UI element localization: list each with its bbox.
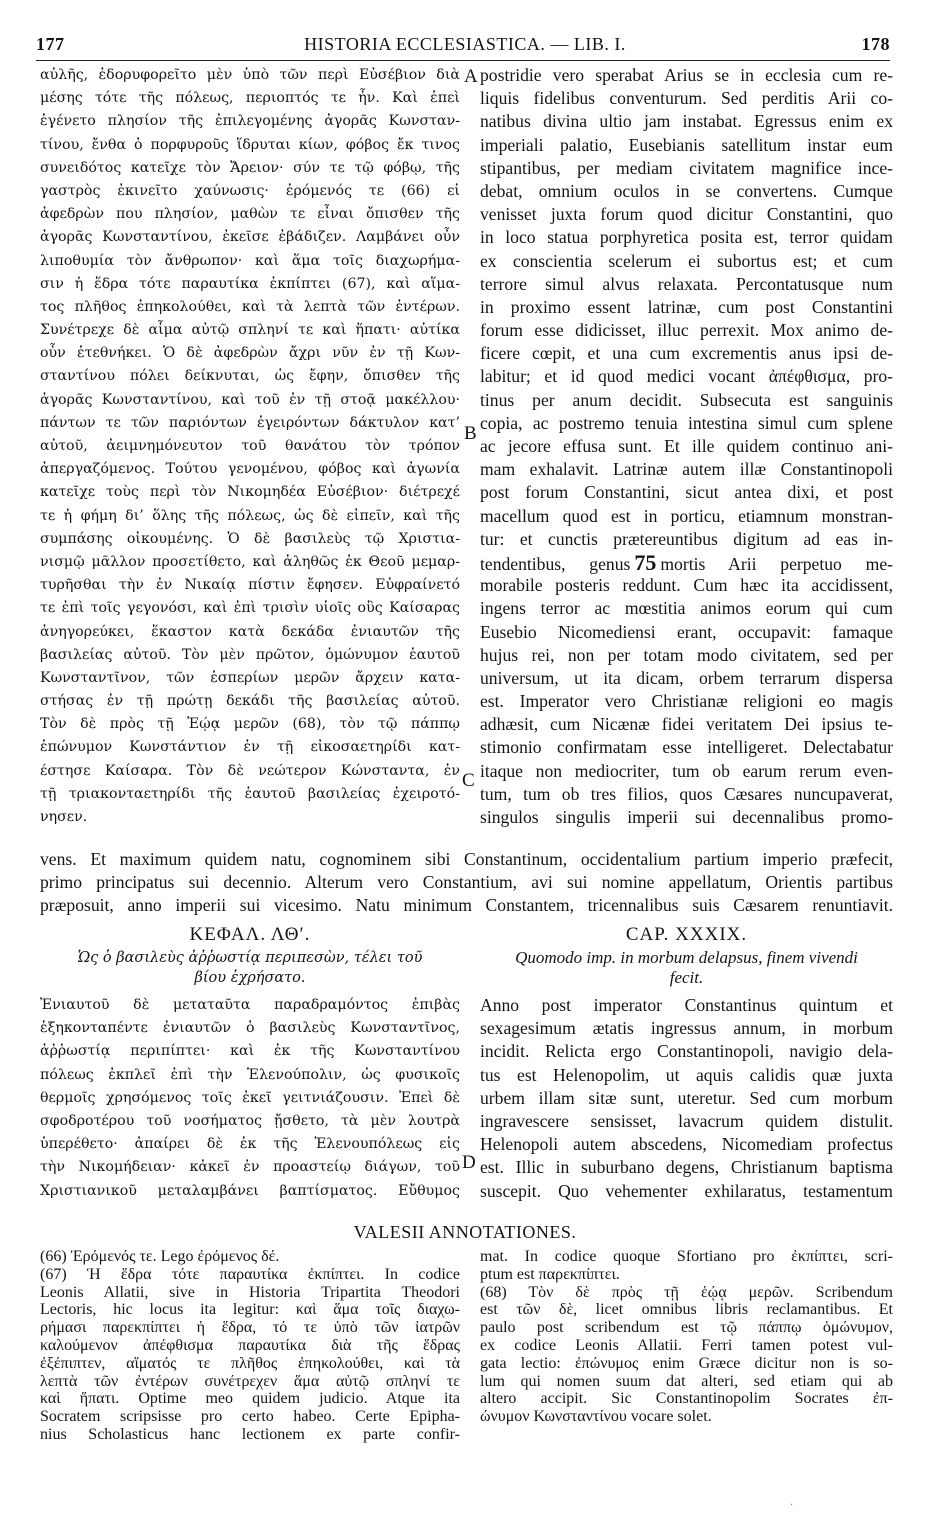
text-line: itaque non mediocriter, tum ob earum rerum even- xyxy=(480,760,893,781)
text-line: vens. Et maximum quidem natu, cognominem sibi Constantinum, occidentalium partium imperio præfecit, xyxy=(40,849,893,869)
latin-full-width-text xyxy=(40,848,893,918)
text-line: κατεῖχε τοὺς περὶ τὸν Νικομηδέα Εὐσέβιον· διέτρεχέ xyxy=(40,484,460,501)
margin-letter-d: D xyxy=(462,1152,476,1173)
text-line: tinus per anum decidit. Subsecuta est sanguinis xyxy=(480,389,893,410)
text-line: τὴν Νικομήδειαν· κἀκεῖ ἐν προαστείῳ διάγων, τοῦ xyxy=(40,1159,460,1176)
text-line: hujus rei, non per totam modo civitatem, sed per xyxy=(480,644,893,665)
latin-chapter-text xyxy=(480,994,893,1203)
text-line: Κωνσταντῖνον, τῶν ἑσπερίων μερῶν ἄρχειν κατα- xyxy=(40,669,460,686)
text-line: copia, ac postremo tenuia intestina simul cum splene xyxy=(480,412,893,433)
text-line: imperiali palatio, Eusebianis satellitum instar eum xyxy=(480,134,893,155)
text-line: forum esse didicisset, illuc perrexit. Mox animo de- xyxy=(480,320,893,341)
column-number: 75 xyxy=(634,550,657,575)
text-line: νησεν. xyxy=(40,809,88,825)
text-line: τος πλῆθος ἐπηκολούθει, καὶ τὰ λεπτὰ τῶν ἐντέρων. xyxy=(40,298,460,315)
text-line: ἀφεδρὼν που πλησίον, μαθὼν τε εἶναι ὄπισθεν τῆς xyxy=(40,206,460,223)
annotation-line: (68) Τὸν δὲ πρὸς τῇ ἑῴᾳ μερῶν. Scribendum xyxy=(480,1283,893,1301)
annotation-line: Socratem scripsisse pro certo habeo. Certe Epipha- xyxy=(40,1408,460,1426)
text-line: ficere cœpit, et una cum excrementis anus ipsi de- xyxy=(480,343,893,364)
text-line: τῇ τριακονταετηρίδι τῆς ἑαυτοῦ βασιλείας ἐχειροτό- xyxy=(40,785,460,802)
text-line: ac jecore effusa sunt. Et ille quidem continuo ani- xyxy=(480,436,893,456)
annotation-line: paulo post scribendum est τῷ πάππῳ ὁμώνυμον, xyxy=(480,1319,893,1337)
text-line: incidit. Relicta ergo Constantinopoli, navigio dela- xyxy=(480,1041,893,1062)
text-line: συνειδότος κατεῖχε τὸν Ἄρειον· σύν τε τῷ φόβῳ, τῆς xyxy=(40,159,460,176)
latin-chapter-subtitle-2: fecit. xyxy=(669,968,704,987)
annotations-right-column xyxy=(480,1248,893,1426)
text-segment: tendentibus, genus xyxy=(480,553,631,574)
greek-chapter-subtitle-1: Ὡς ὁ βασιλεὺς ἀῤῥωστίᾳ περιπεσὼν, τέλει τοῦ xyxy=(77,950,423,966)
text-line: præposuit, anno imperii sui vicesimo. Natu minimum Constantem, tricennalibus suis Cæsarem renuntiavit. xyxy=(40,895,893,916)
text-line: natibus divina ultio jam instabat. Egressus enim ex xyxy=(480,111,893,132)
running-header xyxy=(0,34,930,56)
text-line: postridie vero sperabat Arius se in ecclesia cum re- xyxy=(480,65,893,85)
text-line: ἑξηκονταπέντε ἐνιαυτῶν ὁ βασιλεὺς Κωνσταντῖνος, xyxy=(40,1020,460,1037)
text-line: tum, tum ob tres filios, quos Cæsares nuncupaverat, xyxy=(480,783,893,804)
text-line: suscepit. Quo vehementer exhilaratus, testamentum xyxy=(480,1180,893,1201)
annotation-line: (67) Ἡ ἕδρα τότε παραυτίκα ἐκπίπτει. In codice xyxy=(40,1265,460,1283)
annotation-line: gata lectio: ἐπώνυμος enim Græce dicitur non is so- xyxy=(480,1354,893,1372)
text-line: Συνέτρεχε δὲ αἷμα αὐτῷ σπληνί τε καὶ ἥπατι· αὐτίκα xyxy=(40,322,460,339)
latin-chapter-subtitle-1: Quomodo imp. in morbum delapsus, finem vivendi xyxy=(515,948,858,967)
text-line: γαστρὸς ἐκινεῖτο χαύνωσις· ἐρόμενός τε (66) εἰ xyxy=(40,182,460,199)
text-line: μέσης τότε τῆς πόλεως, περιοπτός τε ἦν. Καὶ ἐπεὶ xyxy=(40,90,460,107)
text-line: tur: et cunctis prætereuntibus digitum ad eas in- xyxy=(480,528,893,549)
text-line: σφοδροτέρου τοῦ νοσήματος ᾔσθετο, τὰ μὲν λουτρὰ xyxy=(40,1112,460,1129)
text-line: est. Imperator vero Christianæ religioni eo magis xyxy=(480,691,893,712)
text-line: συμπάσης οἰκουμένης. Ὁ δὲ βασιλεὺς τῷ Χριστια- xyxy=(40,530,460,547)
text-line: έστησε Καίσαρα. Τὸν δὲ νεώτερον Κώνσταντα, ἐν xyxy=(40,762,460,779)
text-line: morabile posteris reddunt. Cum hæc ita accidissent, xyxy=(480,575,893,596)
annotation-line: est τῶν δὲ, licet omnibus libris reclamantibus. Et xyxy=(480,1301,893,1319)
text-line: ἀγορᾶς Κωνσταντίνου, ἐκεῖσε ἐβάδιζεν. Λαμβάνει οὖν xyxy=(40,229,460,246)
text-line: macellum quod est in porticu, etiamnum monstran- xyxy=(480,505,893,526)
text-line: τε ἐπὶ τοῖς γεγονόσι, καὶ ἐπὶ τρισὶν υἱοῖς οὓς Καίσαρας xyxy=(40,600,460,617)
annotation-line: ptum est παρεκπίπτει. xyxy=(480,1265,620,1283)
text-line: οὖν ἐτεθνήκει. Ὁ δὲ ἀφεδρὼν ἄχρι νῦν ἐν τῇ Κων- xyxy=(40,345,460,362)
text-line: ingravescere sensisset, lavacrum quidem distulit. xyxy=(480,1110,893,1131)
annotation-line: Leonis Allatii, sive in Historia Tripartita Theodori xyxy=(40,1283,460,1301)
text-line: urbem illam sitæ sunt, uteretur. Sed cum morbum xyxy=(480,1087,893,1108)
annotation-line: λεπτὰ τῶν ἐντέρων συνέτρεχεν ἅμα αὐτῷ σπληνί τε xyxy=(40,1372,460,1390)
text-line: ἐπώνυμον Κωνστάντιον ἐν τῇ εἰκοσαετηρίδι κατ- xyxy=(40,739,460,756)
text-line: stipantibus, per mediam civitatem magnifice ince- xyxy=(480,157,893,178)
text-line xyxy=(480,551,893,574)
text-line: sexagesimum ætatis ingressus annum, in morbum xyxy=(480,1018,893,1039)
margin-letter-c: C xyxy=(462,770,475,791)
text-line: ingens terror ac mœstitia animos eorum qui cum xyxy=(480,598,893,619)
text-line: in proximo essent latrinæ, cum post Constantini xyxy=(480,296,893,317)
margin-letter-b: B xyxy=(464,423,477,444)
text-line: ὑπερέθετο· ἀπαίρει δὲ ἐκ τῆς Ἑλενουπόλεως εἰς xyxy=(40,1136,460,1153)
text-line: ἀγορᾶς Κωνσταντίνου, καὶ τοῦ ἐν τῇ στοᾷ μακέλλου· xyxy=(40,391,460,408)
latin-text-column xyxy=(480,64,893,829)
greek-chapter-text xyxy=(40,994,460,1203)
text-line: adhæsit, cum Nicænæ fidei veritatem Dei ipsius te- xyxy=(480,714,893,735)
annotation-line: nius Scholasticus hanc lectionem ex parte confir- xyxy=(40,1425,460,1443)
annotation-line: καλούμενον ἀπέφθισμα παραυτίκα διὰ τῆς ἕδρας xyxy=(40,1336,460,1354)
page-number-right: 178 xyxy=(861,34,890,54)
greek-text-column xyxy=(40,64,460,829)
text-line: debat, omnium oculos in se convertens. Cumque xyxy=(480,180,893,201)
text-line: σιν ἡ ἕδρα τότε παραυτίκα ἐκπίπτει (67), καὶ αἵμα- xyxy=(40,275,460,292)
text-line: λιποθυμία τὸν ἄνθρωπον· καὶ ἅμα τοῖς διαχωρήμα- xyxy=(40,252,460,269)
text-line: πόλεως ἐκπλεῖ ἐπὶ τὴν Ἑλενούπολιν, ὡς φυσικοῖς xyxy=(40,1066,460,1083)
text-line: Helenopoli autem abscedens, Nicomediam profectus xyxy=(480,1134,893,1155)
text-line: αὐλῆς, ἐδορυφορεῖτο μὲν ὑπὸ τῶν περὶ Εὐσέβιον διὰ xyxy=(40,67,460,83)
annotations-left-column xyxy=(40,1248,460,1444)
text-line: liquis fidelibus conventurum. Sed perditis Arii co- xyxy=(480,88,893,109)
annotation-line: lum qui nomen suum dat alteri, sed etiam qui ab xyxy=(480,1372,893,1390)
text-line: στήσας ἐν τῇ πρώτῃ δεκάδι τῆς βασιλείας αὐτοῦ. xyxy=(40,693,460,710)
page-number-left: 177 xyxy=(36,34,65,54)
text-line: Τὸν δὲ πρὸς τῇ Ἑῴᾳ μερῶν (68), τὸν τῷ πάππῳ xyxy=(40,716,460,733)
text-line: σταντίνου πόλει δείκνυται, ὡς ἔφην, ὄπισθεν τῆς xyxy=(40,368,460,385)
text-line: ἀπεργαζόμενος. Τούτου γενομένου, φόβος καὶ ἀγωνία xyxy=(40,461,460,478)
text-line: πάντων τε τῶν παριόντων ἐγειρόντων δάκτυλον κατ’ xyxy=(40,414,460,431)
text-line: ἀνηγορεύκει, ἕκαστον κατὰ δεκάδα ἐνιαυτῶν τῆς xyxy=(40,623,460,640)
text-line: ex conscientia scelerum ei subortus est; et cum xyxy=(480,250,893,271)
print-speck: · xyxy=(790,1500,794,1511)
annotations-title: VALESII ANNOTATIONES. xyxy=(353,1222,577,1242)
text-segment: mortis Arii perpetuo me- xyxy=(660,553,893,574)
text-line: τυρῆσθαι τὴν ἐν Νικαίᾳ πίστιν ἔφησεν. Εὐφραίνετό xyxy=(40,577,460,594)
annotation-line: ex codice Leonis Allatii. Ferri tamen potest vul- xyxy=(480,1336,893,1354)
greek-chapter-subtitle-2: βίου ἐχρήσατο. xyxy=(194,970,306,986)
annotation-line: ἐξέπιπτεν, αἵματός τε πλῆθος ἐπηκολούθει, καὶ τὰ xyxy=(40,1354,460,1372)
text-line: Eusebio Nicomediensi erant, occupavit: famaque xyxy=(480,621,893,642)
annotation-line: Lectoris, hic locus ita legitur: καὶ ἅμα τοῖς διαχω- xyxy=(40,1301,460,1319)
text-line: αὐτοῦ, ἀειμνημόνευτον τοῦ θανάτου τὸν τρόπον xyxy=(40,438,460,454)
annotation-line: (66) Ἐρόμενός τε. Lego ἐρόμενος δέ. xyxy=(40,1248,280,1265)
text-line: primo principatus sui decennio. Alterum vero Constantium, avi sui nomine appellatum, Orientis partibus xyxy=(40,872,893,893)
text-line: stimonio confirmatam esse intelligeret. Delectabatur xyxy=(480,737,893,758)
text-line: ἐγένετο πλησίον τῆς ἐπιλεγομένης ἀγορᾶς Κωνσταν- xyxy=(40,113,460,130)
text-line: venisset juxta forum quod dicitur Constantini, quo xyxy=(480,204,893,225)
text-line: est. Illic in suburbano degens, Christianum baptisma xyxy=(480,1157,893,1178)
header-rule xyxy=(36,60,890,61)
annotation-line: καὶ ἥπατι. Optime meo quidem judicio. Atque ita xyxy=(40,1390,460,1408)
text-line: νισμῷ μᾶλλον προσετίθετο, καὶ ἀληθῶς ἐκ Θεοῦ μεμαρ- xyxy=(40,553,460,570)
greek-chapter-heading: ΚΕΦΑΛ. ΛΘʹ. xyxy=(189,924,311,945)
text-line: post forum Constantini, sicut antea dixi, et post xyxy=(480,482,893,503)
annotation-line: ρήμασι παρεκπίπτει ἡ ἕδρα, τό τε ὑπὸ τῶν ἰατρῶν xyxy=(40,1319,460,1337)
text-line: mam exhalavit. Latrinæ autem illæ Constantinopoli xyxy=(480,459,893,480)
latin-chapter-heading: CAP. XXXIX. xyxy=(625,924,748,945)
text-line: singulos singulis imperii sui decennalibus promo- xyxy=(480,807,893,827)
text-line: βασιλείας αὐτοῦ. Τὸν μὲν πρῶτον, ὁμώνυμον ἑαυτοῦ xyxy=(40,646,460,663)
text-line: labitur; et id quod medici vocant ἀπέφθισμα, pro- xyxy=(480,366,893,387)
text-line: τε ἡ φήμη δι’ ὅλης τῆς πόλεως, ὡς δὲ εἰπεῖν, καὶ τῆς xyxy=(40,507,460,524)
running-title: HISTORIA ECCLESIASTICA. — LIB. I. xyxy=(304,34,626,54)
annotation-line: ώνυμον Κωνσταντίνου vocare solet. xyxy=(480,1408,712,1426)
text-line: in loco statua porphyretica posita est, terror quidam xyxy=(480,227,893,248)
text-line: terrore simul alvus relaxata. Percontatusque num xyxy=(480,273,893,294)
text-line: tus est Helenopolim, ut aquis calidis quæ juxta xyxy=(480,1064,893,1085)
text-line: Ἐνιαυτοῦ δὲ μεταταῦτα παραδραμόντος ἐπιβὰς xyxy=(40,997,460,1013)
margin-letter-a: A xyxy=(464,66,478,87)
text-line: ἀῤῥωστίᾳ περιπίπτει· καὶ ἐκ τῆς Κωνσταντίνου xyxy=(40,1043,460,1060)
text-line: τίνου, ἔνθα ὁ πορφυροῦς ἵδρυται κίων, φόβος ἔκ τινος xyxy=(40,136,460,153)
text-line: θερμοῖς χρησόμενος τοῖς ἐκεῖ γειτνιάζουσιν. Ἐπεὶ δὲ xyxy=(40,1089,460,1106)
text-line: Χριστιανικοῦ μεταλαμβάνει βαπτίσματος. Εὔθυμος xyxy=(40,1182,460,1199)
annotation-line: altero accipit. Sic Constantinopolim Socrates ἐπ- xyxy=(480,1390,893,1408)
text-line: Anno post imperator Constantinus quintum et xyxy=(480,995,893,1015)
annotation-line: mat. In codice quoque Sfortiano pro ἐκπίπτει, scri- xyxy=(480,1248,893,1265)
text-line: universum, ut ita dicam, orbem terrarum dispersa xyxy=(480,667,893,688)
